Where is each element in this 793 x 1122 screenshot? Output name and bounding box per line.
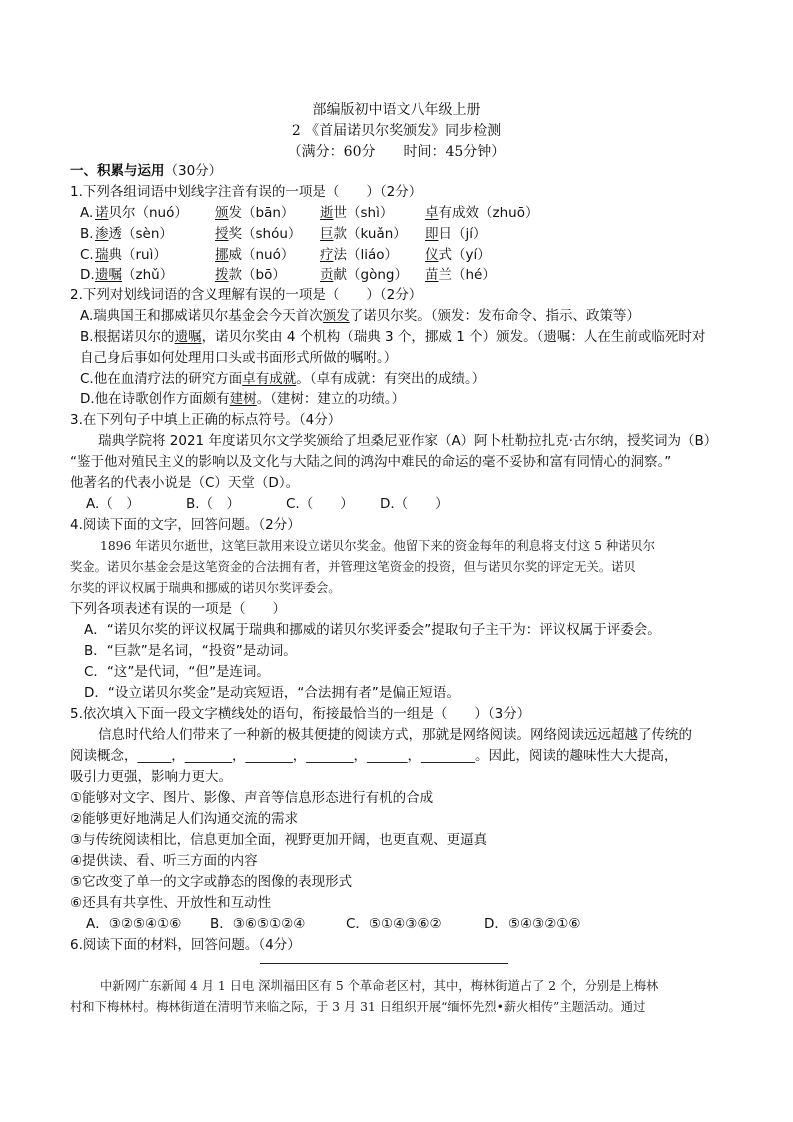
option-word	[95, 246, 167, 264]
question-1-stem: 1.下列各组词语中划线字注音有误的一项是（ ）（2分）	[70, 184, 423, 200]
underlined-char: 颁	[215, 205, 229, 221]
question-3-stem: 3.在下列句子中填上正确的标点符号。（4分）	[70, 412, 342, 428]
question-5-stem: 5.依次填入下面一段文字横线处的语句，衔接最恰当的一组是（ ）（3分）	[70, 706, 531, 722]
word-rest-pinyin: 透（sèn）	[108, 226, 173, 242]
option-word	[425, 246, 491, 264]
separator-line	[260, 963, 508, 964]
option-letter: C.	[80, 247, 94, 263]
word-rest-pinyin: 奖（shóu）	[228, 226, 302, 242]
question-4-passage-3: 尔奖的评议权属于瑞典和挪威的诺贝尔奖评委会。	[70, 581, 341, 595]
option-word	[320, 225, 407, 243]
word-rest-pinyin: 贝尔（nuó）	[108, 205, 188, 221]
word-rest-pinyin: 典（ruì）	[108, 247, 167, 263]
question-3-text-3: 他著名的代表小说是（C）天堂（D）。	[70, 475, 300, 491]
underlined-char: 苗	[425, 267, 439, 283]
question-5-text-1: 信息时代给人们带来了一种新的极其便捷的阅读方式，那就是网络阅读。网络阅读远远超越了传统的	[98, 727, 692, 743]
question-4-option-a: A．“诺贝尔奖的评议权属于瑞典和挪威的诺贝尔奖评委会”提取句子主干为：评议权属于评委会。	[84, 622, 661, 638]
question-2-option-c: C.他在血清疗法的研究方面卓有成就。（卓有成就：有突出的成绩。）	[80, 371, 486, 387]
doc-subtitle: 2 《首届诺贝尔奖颁发》同步检测	[291, 123, 502, 139]
word-rest-pinyin: 兰（hé）	[438, 267, 496, 283]
question-2-option-d: D.他在诗歌创作方面颇有建树。（建树：建立的功绩。）	[80, 391, 406, 407]
question-3-text-1: 瑞典学院将 2021 年度诺贝尔文学奖颁给了坦桑尼亚作家（A）阿卜杜勒拉扎克·古尔纳，授奖词为（B）	[98, 433, 718, 449]
question-5-item-2: ②能够更好地满足人们沟通交流的需求	[70, 811, 299, 827]
question-2-option-b-cont: 自己身后事如何处理用口头或书面形式所做的嘱咐。）	[80, 350, 398, 366]
underlined-char: 拨	[215, 267, 229, 283]
option-word	[215, 266, 286, 284]
question-5-item-4: ④提供读、看、听三方面的内容	[70, 853, 258, 869]
q5-option-c: C．⑤①④③⑥②	[346, 916, 442, 932]
option-word	[320, 204, 393, 222]
option-word	[215, 246, 294, 264]
blank-b[interactable]: B.（ ）	[186, 496, 241, 512]
underlined-char: 逝	[320, 205, 334, 221]
question-5-options	[86, 915, 746, 933]
underlined-char: 渗	[95, 226, 109, 242]
option-word	[320, 266, 408, 284]
doc-title: 部编版初中语文八年级上册	[312, 102, 481, 118]
q5-option-a: A．③②⑤④①⑥	[86, 916, 182, 932]
question-5-item-1: ①能够对文字、图片、影像、声音等信息形态进行有机的合成	[70, 790, 434, 806]
underlined-char: 巨	[320, 226, 334, 242]
word-rest-pinyin: 有成效（zhuō）	[438, 205, 539, 221]
q5-option-b: B．③⑥⑤①②④	[210, 916, 306, 932]
underlined-char: 即	[425, 226, 439, 242]
word-rest-pinyin: 款（bō）	[228, 267, 286, 283]
underlined-char: 瑞	[95, 247, 109, 263]
option-word	[425, 204, 538, 222]
word-rest-pinyin: 威（nuó）	[228, 247, 295, 263]
question-4-option-d: D．“设立诺贝尔奖金”是动宾短语，“合法拥有者”是偏正短语。	[84, 685, 460, 701]
question-5-text-2: 阅读概念，_____，_______，_______，_______，______，________。因此，阅读的趣味性大大提高，	[70, 748, 678, 764]
question-5-item-5: ⑤它改变了单一的文字或静态的图像的表现形式	[70, 874, 353, 890]
option-word	[95, 225, 173, 243]
question-3-blanks	[86, 495, 746, 513]
option-word	[215, 225, 301, 243]
option-word	[95, 266, 173, 284]
word-rest-pinyin: 式（yí）	[438, 247, 491, 263]
option-word	[320, 246, 398, 264]
question-4-passage-1: 1896 年诺贝尔逝世，这笔巨款用来设立诺贝尔奖金。他留下来的资金每年的利息将支付这 5 种诺贝尔	[100, 539, 656, 553]
section-heading: 一、积累与运用（30分）	[70, 163, 223, 179]
question-2-option-b: B.根据诺贝尔的遗嘱，诺贝尔奖由 4 个机构（瑞典 3 个，挪威 1 个）颁发。（遗嘱：人在生前或临死时对	[80, 329, 706, 345]
question-4-option-c: C．“这”是代词，“但”是连词。	[84, 664, 270, 680]
doc-score-time: （满分：60分 时间：45分钟）	[287, 144, 506, 160]
option-letter: D.	[80, 267, 95, 283]
question-4-ask: 下列各项表述有误的一项是（ ）	[70, 601, 286, 617]
word-rest-pinyin: 发（bān）	[228, 205, 295, 221]
question-4-passage-2: 奖金。诺贝尔基金会是这笔资金的合法拥有者，并管理这笔资金的投资，但与诺贝尔奖的评定无关。诺贝	[70, 560, 636, 574]
question-6-passage-2: 村和下梅林村。梅林街道在清明节来临之际，于 3 月 31 日组织开展“缅怀先烈•薪火相传”主题活动。通过	[70, 1000, 646, 1014]
word-rest-pinyin: 款（kuǎn）	[333, 226, 407, 242]
word-rest-pinyin: 献（gòng）	[333, 267, 408, 283]
underlined-char: 贡	[320, 267, 334, 283]
word-rest-pinyin: 日（jí）	[438, 226, 487, 242]
underlined-char: 遗嘱	[95, 267, 122, 283]
word-rest-pinyin: 法（liáo）	[333, 247, 399, 263]
blank-c[interactable]: C.（ ）	[286, 496, 354, 512]
q5-option-d: D．⑤④③②①⑥	[484, 916, 581, 932]
underlined-char: 授	[215, 226, 229, 242]
question-5-item-3: ③与传统阅读相比，信息更加全面，视野更加开阔，也更直观、更逼真	[70, 832, 488, 848]
blank-a[interactable]: A.（ ）	[86, 496, 140, 512]
blank-d[interactable]: D.（ ）	[380, 496, 449, 512]
word-rest-pinyin: 世（shì）	[333, 205, 394, 221]
question-4-stem: 4.阅读下面的文字，回答问题。（2分）	[70, 517, 301, 533]
underlined-char: 疗	[320, 247, 334, 263]
option-word	[215, 204, 294, 222]
question-4-option-b: B．“巨款”是名词，“投资”是动词。	[84, 643, 297, 659]
option-word	[425, 266, 496, 284]
option-letter: B.	[80, 226, 94, 242]
word-rest-pinyin: （zhǔ）	[122, 267, 174, 283]
underlined-char: 卓	[425, 205, 439, 221]
question-5-item-6: ⑥还具有共享性、开放性和互动性	[70, 895, 272, 911]
option-word	[425, 225, 487, 243]
question-6-stem: 6.阅读下面的材料，回答问题。（4分）	[70, 937, 301, 953]
question-3-text-2: “鉴于他对殖民主义的影响以及文化与大陆之间的鸿沟中难民的命运的毫不妥协和富有同情心的洞察。”	[70, 454, 672, 470]
underlined-char: 诺	[95, 205, 109, 221]
question-5-text-3: 吸引力更强，影响力更大。	[70, 769, 232, 785]
question-2-stem: 2.下列对划线词语的含义理解有误的一项是（ ）（2分）	[70, 287, 423, 303]
option-letter: A.	[80, 205, 94, 221]
question-2-option-a: A.瑞典国王和挪威诺贝尔基金会今天首次颁发了诺贝尔奖。（颁发：发布命令、指示、政策等）	[80, 308, 641, 324]
option-word	[95, 204, 188, 222]
question-6-passage-1: 中新网广东新闻 4 月 1 日电 深圳福田区有 5 个革命老区村，其中，梅林街道占了 2 个，分别是上梅林	[100, 979, 659, 993]
underlined-char: 挪	[215, 247, 229, 263]
underlined-char: 仪	[425, 247, 439, 263]
